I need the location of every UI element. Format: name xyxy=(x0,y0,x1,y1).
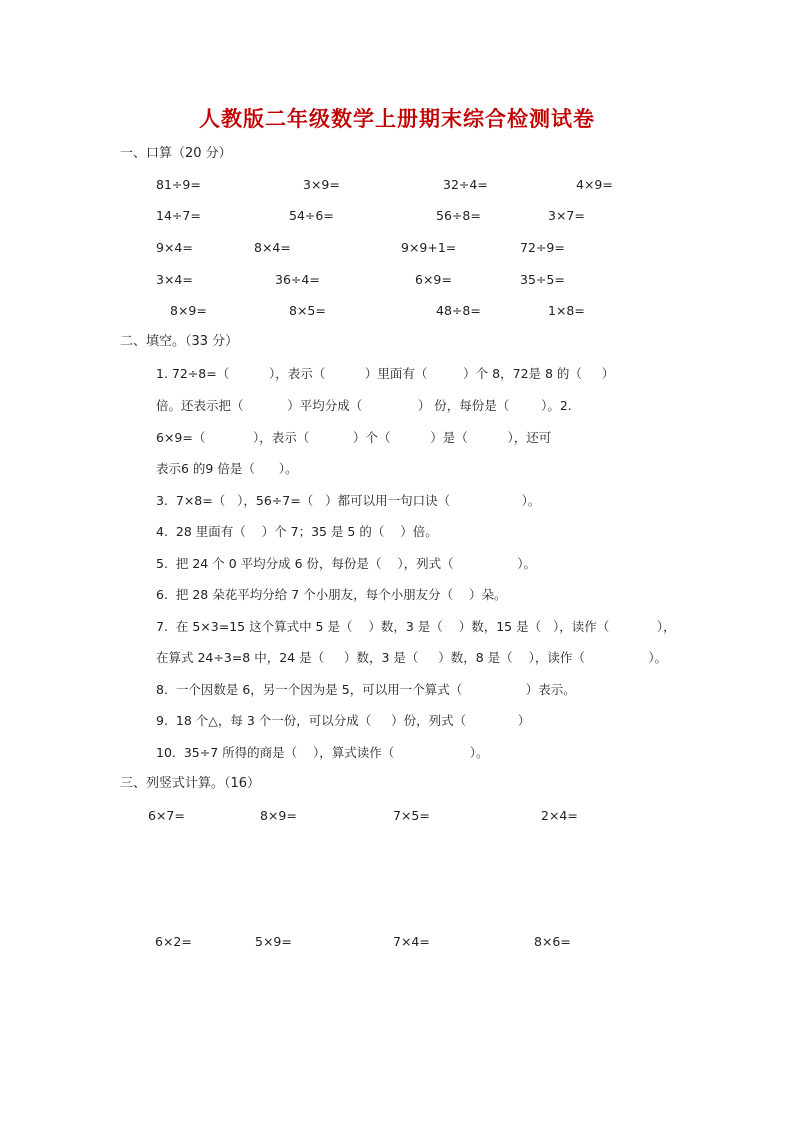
oral-problem: 8×5= xyxy=(289,303,326,318)
oral-problem: 3×7= xyxy=(548,208,585,223)
oral-problem: 36÷4= xyxy=(275,272,320,287)
vertical-calc-problem: 6×7= xyxy=(148,808,185,823)
fill-line: 6×9=（ ），表示（ ）个（ ）是（ ），还可 xyxy=(156,430,552,445)
fill-line: 5. 把 24 个 0 平均分成 6 份，每份是（ ），列式（ ）。 xyxy=(156,556,536,571)
fill-line: 6. 把 28 朵花平均分给 7 个小朋友，每个小朋友分（ ）朵。 xyxy=(156,587,507,602)
fill-line: 倍。还表示把（ ）平均分成（ ） 份，每份是（ ）。2. xyxy=(156,398,572,413)
fill-line: 10. 35÷7 所得的商是（ ），算式读作（ ）。 xyxy=(156,745,489,760)
vertical-calc-problem: 7×5= xyxy=(393,808,430,823)
vertical-calc-problem: 7×4= xyxy=(393,934,430,949)
section-2-heading: 二、填空。（33 分） xyxy=(120,334,239,349)
fill-line: 8. 一个因数是 6，另一个因为是 5，可以用一个算式（ ）表示。 xyxy=(156,682,576,697)
vertical-calc-problem: 2×4= xyxy=(541,808,578,823)
oral-problem: 3×9= xyxy=(303,177,340,192)
oral-problem: 56÷8= xyxy=(436,208,481,223)
oral-problem: 35÷5= xyxy=(520,272,565,287)
oral-problem: 8×9= xyxy=(170,303,207,318)
fill-line: 1. 72÷8=（ ），表示（ ）里面有（ ）个 8，72是 8 的（ ） xyxy=(156,366,615,381)
page-title: 人教版二年级数学上册期末综合检测试卷 xyxy=(199,106,595,131)
oral-problem: 81÷9= xyxy=(156,177,201,192)
oral-problem: 1×8= xyxy=(548,303,585,318)
oral-problem: 9×4= xyxy=(156,240,193,255)
fill-line: 表示6 的9 倍是（ ）。 xyxy=(156,461,298,476)
oral-problem: 6×9= xyxy=(415,272,452,287)
vertical-calc-problem: 8×6= xyxy=(534,934,571,949)
oral-problem: 3×4= xyxy=(156,272,193,287)
oral-problem: 32÷4= xyxy=(443,177,488,192)
vertical-calc-problem: 6×2= xyxy=(155,934,192,949)
fill-line: 4. 28 里面有（ ）个 7；35 是 5 的（ ）倍。 xyxy=(156,524,438,539)
section-1-heading: 一、口算（20 分） xyxy=(120,146,232,161)
section-3-heading: 三、列竖式计算。（16） xyxy=(120,776,261,791)
oral-problem: 48÷8= xyxy=(436,303,481,318)
fill-line: 3. 7×8=（ ），56÷7=（ ）都可以用一句口诀（ ）。 xyxy=(156,493,541,508)
oral-problem: 9×9+1= xyxy=(401,240,457,255)
fill-line: 在算式 24÷3=8 中，24 是（ ）数，3 是（ ）数，8 是（ ），读作（ ）。 xyxy=(156,650,668,665)
oral-problem: 8×4= xyxy=(254,240,291,255)
oral-problem: 72÷9= xyxy=(520,240,565,255)
oral-problem: 54÷6= xyxy=(289,208,334,223)
oral-problem: 4×9= xyxy=(576,177,613,192)
fill-line: 7. 在 5×3=15 这个算式中 5 是（ ）数，3 是（ ）数，15 是（ ），读作（ ）， xyxy=(156,619,676,634)
vertical-calc-problem: 5×9= xyxy=(255,934,292,949)
vertical-calc-problem: 8×9= xyxy=(260,808,297,823)
fill-line: 9. 18 个△，每 3 个一份，可以分成（ ）份，列式（ ） xyxy=(156,713,531,728)
oral-problem: 14÷7= xyxy=(156,208,201,223)
